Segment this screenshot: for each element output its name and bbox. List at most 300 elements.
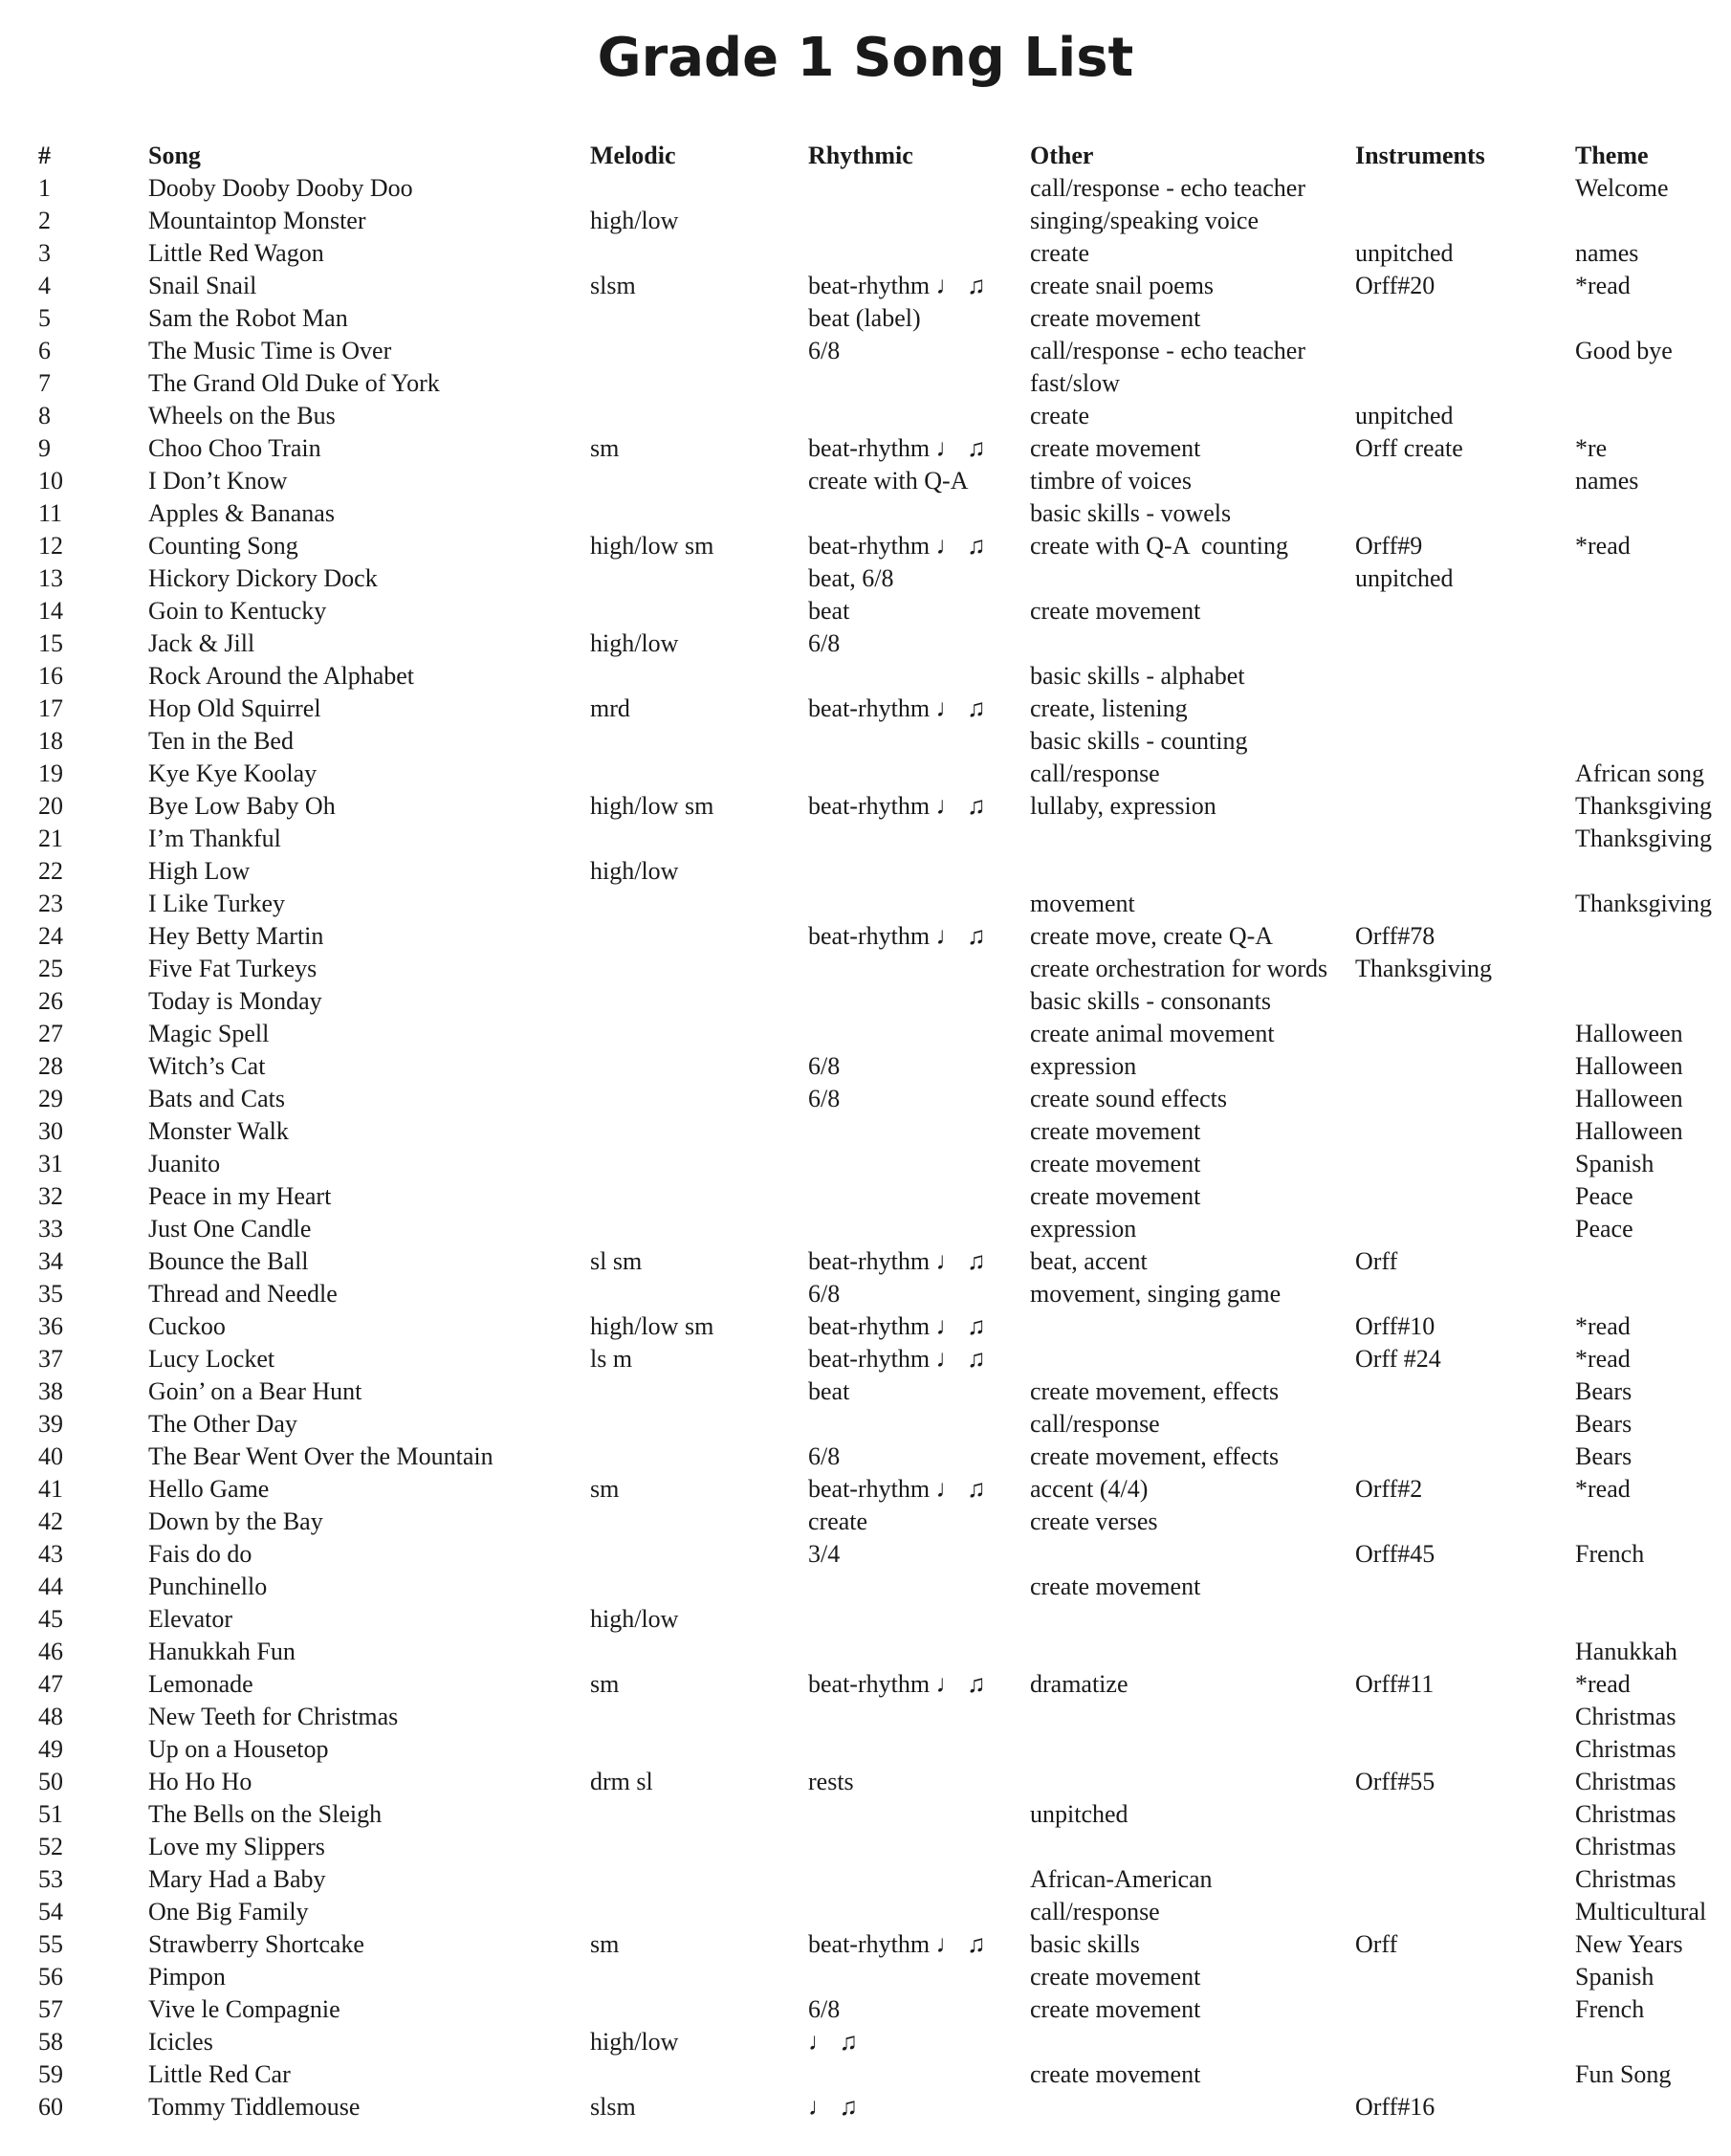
song-number-cell: 19 [38, 759, 63, 787]
theme-cell: Halloween [1575, 1117, 1683, 1145]
table-row [38, 627, 1731, 660]
theme-cell: Thanksgiving [1575, 890, 1712, 917]
rhythmic-cell: create [808, 1507, 868, 1535]
instruments-cell: Orff create [1355, 434, 1463, 462]
song-number-cell: 2 [38, 207, 51, 234]
other-cell: create movement, effects [1030, 1377, 1280, 1405]
other-cell: create, listening [1030, 694, 1188, 722]
rhythmic-cell: 6/8 [808, 1280, 841, 1308]
theme-cell: Halloween [1575, 1085, 1683, 1112]
theme-cell: *read [1575, 1345, 1631, 1373]
song-number-cell: 7 [38, 369, 51, 397]
song-title-cell: Mary Had a Baby [148, 1865, 326, 1893]
rhythmic-cell: beat-rhythm ♩ ♫ [808, 792, 986, 820]
theme-cell: New Years [1575, 1930, 1683, 1958]
theme-cell: Welcome [1575, 174, 1669, 202]
other-cell: expression [1030, 1215, 1137, 1243]
melodic-cell: mrd [590, 694, 630, 722]
table-row [38, 1863, 1731, 1896]
theme-cell: Peace [1575, 1215, 1633, 1243]
table-row [38, 1831, 1731, 1863]
theme-cell: Spanish [1575, 1150, 1654, 1177]
theme-cell: African song [1575, 759, 1705, 787]
rhythmic-cell: beat-rhythm ♩ ♫ [808, 532, 986, 560]
table-row [38, 758, 1731, 790]
song-number-cell: 38 [38, 1377, 63, 1405]
song-number-cell: 17 [38, 694, 63, 722]
song-title-cell: Rock Around the Alphabet [148, 662, 415, 690]
song-title-cell: Bye Low Baby Oh [148, 792, 336, 820]
other-cell: expression [1030, 1052, 1137, 1080]
melodic-cell: high/low sm [590, 1312, 714, 1340]
other-cell: unpitched [1030, 1800, 1128, 1828]
table-row [38, 1115, 1731, 1148]
melodic-cell: drm sl [590, 1768, 653, 1795]
rhythmic-cell: beat-rhythm ♩ ♫ [808, 272, 986, 299]
rhythmic-cell: beat (label) [808, 304, 921, 332]
theme-cell: Spanish [1575, 1963, 1654, 1991]
song-number-cell: 53 [38, 1865, 63, 1893]
other-cell: call/response - echo teacher [1030, 337, 1306, 364]
theme-cell: *read [1575, 532, 1631, 560]
song-title-cell: One Big Family [148, 1898, 309, 1925]
song-title-cell: Monster Walk [148, 1117, 289, 1145]
other-cell: basic skills - vowels [1030, 499, 1232, 527]
table-row [38, 497, 1731, 530]
rhythmic-cell: 6/8 [808, 1442, 841, 1470]
song-title-cell: Dooby Dooby Dooby Doo [148, 174, 413, 202]
column-header-song: Song [148, 142, 201, 169]
table-row [38, 2058, 1731, 2091]
instruments-cell: Orff#2 [1355, 1475, 1423, 1503]
song-number-cell: 25 [38, 955, 63, 982]
song-title-cell: Fais do do [148, 1540, 252, 1568]
song-number-cell: 18 [38, 727, 63, 755]
table-row [38, 595, 1731, 627]
table-row [38, 1538, 1731, 1571]
song-number-cell: 20 [38, 792, 63, 820]
table-row [38, 1506, 1731, 1538]
song-number-cell: 10 [38, 467, 63, 495]
instruments-cell: unpitched [1355, 564, 1454, 592]
rhythmic-cell: ♩ ♫ [808, 2093, 858, 2121]
other-cell: create verses [1030, 1507, 1158, 1535]
rhythmic-cell: beat-rhythm ♩ ♫ [808, 1670, 986, 1698]
song-number-cell: 43 [38, 1540, 63, 1568]
other-cell: create movement [1030, 304, 1201, 332]
table-row [38, 2026, 1731, 2058]
table-row [38, 335, 1731, 367]
rhythmic-cell: beat, 6/8 [808, 564, 894, 592]
table-row [38, 1798, 1731, 1831]
table-row [38, 1603, 1731, 1636]
table-row [38, 1733, 1731, 1766]
song-title-cell: The Grand Old Duke of York [148, 369, 440, 397]
song-title-cell: The Bells on the Sleigh [148, 1800, 383, 1828]
song-title-cell: Goin’ on a Bear Hunt [148, 1377, 362, 1405]
song-title-cell: Hello Game [148, 1475, 270, 1503]
other-cell: create with Q-A counting [1030, 532, 1289, 560]
other-cell: create movement [1030, 434, 1201, 462]
table-row [38, 302, 1731, 335]
table-row [38, 725, 1731, 758]
table-row [38, 920, 1731, 953]
table-row [38, 1766, 1731, 1798]
theme-cell: Halloween [1575, 1052, 1683, 1080]
table-row [38, 823, 1731, 855]
theme-cell: *read [1575, 272, 1631, 299]
song-number-cell: 1 [38, 174, 51, 202]
song-number-cell: 37 [38, 1345, 63, 1373]
rhythmic-cell: 3/4 [808, 1540, 841, 1568]
table-row [38, 1050, 1731, 1083]
song-number-cell: 23 [38, 890, 63, 917]
other-cell: create movement [1030, 1995, 1201, 2023]
other-cell: create orchestration for words [1030, 955, 1328, 982]
song-number-cell: 29 [38, 1085, 63, 1112]
song-number-cell: 49 [38, 1735, 63, 1763]
song-number-cell: 8 [38, 402, 51, 429]
rhythmic-cell: beat [808, 1377, 850, 1405]
rhythmic-cell: rests [808, 1768, 854, 1795]
table-row [38, 1018, 1731, 1050]
rhythmic-cell: beat-rhythm ♩ ♫ [808, 1312, 986, 1340]
melodic-cell: high/low [590, 629, 679, 657]
other-cell: call/response [1030, 759, 1160, 787]
rhythmic-cell: beat-rhythm ♩ ♫ [808, 1345, 986, 1373]
table-row [38, 1636, 1731, 1668]
theme-cell: Christmas [1575, 1768, 1676, 1795]
other-cell: create movement [1030, 1117, 1201, 1145]
song-title-cell: Juanito [148, 1150, 221, 1177]
other-cell: fast/slow [1030, 369, 1120, 397]
other-cell: create movement [1030, 1182, 1201, 1210]
song-title-cell: Cuckoo [148, 1312, 226, 1340]
table-row [38, 400, 1731, 432]
song-title-cell: Choo Choo Train [148, 434, 321, 462]
theme-cell: Bears [1575, 1410, 1632, 1438]
theme-cell: *re [1575, 434, 1608, 462]
song-title-cell: Bats and Cats [148, 1085, 285, 1112]
rhythmic-cell: beat-rhythm ♩ ♫ [808, 922, 986, 950]
song-number-cell: 52 [38, 1833, 63, 1860]
song-title-cell: Lucy Locket [148, 1345, 275, 1373]
song-number-cell: 50 [38, 1768, 63, 1795]
other-cell: create movement, effects [1030, 1442, 1280, 1470]
theme-cell: Christmas [1575, 1735, 1676, 1763]
song-title-cell: Today is Monday [148, 987, 322, 1015]
theme-cell: Christmas [1575, 1833, 1676, 1860]
melodic-cell: sm [590, 1670, 620, 1698]
song-number-cell: 3 [38, 239, 51, 267]
other-cell: call/response - echo teacher [1030, 174, 1306, 202]
song-title-cell: Up on a Housetop [148, 1735, 329, 1763]
song-title-cell: The Music Time is Over [148, 337, 392, 364]
other-cell: movement, singing game [1030, 1280, 1282, 1308]
instruments-cell: Orff#9 [1355, 532, 1423, 560]
table-row [38, 237, 1731, 270]
song-title-cell: Icicles [148, 2028, 213, 2056]
song-title-cell: I Don’t Know [148, 467, 288, 495]
other-cell: create movement [1030, 2060, 1201, 2088]
melodic-cell: sm [590, 434, 620, 462]
song-number-cell: 58 [38, 2028, 63, 2056]
other-cell: create move, create Q-A [1030, 922, 1274, 950]
table-row [38, 855, 1731, 888]
song-title-cell: Elevator [148, 1605, 233, 1633]
song-title-cell: The Bear Went Over the Mountain [148, 1442, 493, 1470]
song-number-cell: 40 [38, 1442, 63, 1470]
song-title-cell: Little Red Car [148, 2060, 291, 2088]
other-cell: create snail poems [1030, 272, 1215, 299]
song-number-cell: 32 [38, 1182, 63, 1210]
table-row [38, 1408, 1731, 1441]
melodic-cell: sm [590, 1930, 620, 1958]
rhythmic-cell: beat-rhythm ♩ ♫ [808, 694, 986, 722]
melodic-cell: sl sm [590, 1247, 643, 1275]
song-title-cell: I’m Thankful [148, 825, 281, 852]
table-row [38, 1571, 1731, 1603]
song-title-cell: New Teeth for Christmas [148, 1703, 399, 1730]
song-title-cell: Hanukkah Fun [148, 1638, 296, 1665]
table-row [38, 953, 1731, 985]
column-header-rhythmic: Rhythmic [808, 142, 913, 169]
song-number-cell: 31 [38, 1150, 63, 1177]
song-title-cell: Punchinello [148, 1573, 268, 1600]
theme-cell: Halloween [1575, 1020, 1683, 1047]
instruments-cell: Orff [1355, 1930, 1398, 1958]
other-cell: singing/speaking voice [1030, 207, 1260, 234]
song-number-cell: 24 [38, 922, 63, 950]
song-number-cell: 28 [38, 1052, 63, 1080]
theme-cell: Multicultural [1575, 1898, 1707, 1925]
song-number-cell: 27 [38, 1020, 63, 1047]
table-row [38, 1343, 1731, 1375]
song-title-cell: Kye Kye Koolay [148, 759, 318, 787]
song-number-cell: 30 [38, 1117, 63, 1145]
rhythmic-cell: 6/8 [808, 1085, 841, 1112]
melodic-cell: high/low sm [590, 792, 714, 820]
song-title-cell: Five Fat Turkeys [148, 955, 318, 982]
song-title-cell: Wheels on the Bus [148, 402, 336, 429]
song-number-cell: 59 [38, 2060, 63, 2088]
theme-cell: Bears [1575, 1377, 1632, 1405]
song-title-cell: Tommy Tiddlemouse [148, 2093, 361, 2121]
table-row [38, 693, 1731, 725]
theme-cell: names [1575, 467, 1639, 495]
other-cell: create movement [1030, 1150, 1201, 1177]
song-number-cell: 14 [38, 597, 63, 625]
other-cell: basic skills [1030, 1930, 1140, 1958]
other-cell: accent (4/4) [1030, 1475, 1149, 1503]
song-title-cell: Thread and Needle [148, 1280, 338, 1308]
table-row [38, 1148, 1731, 1180]
song-title-cell: Goin to Kentucky [148, 597, 327, 625]
other-cell: create sound effects [1030, 1085, 1227, 1112]
table-row [38, 1180, 1731, 1213]
song-number-cell: 22 [38, 857, 63, 885]
theme-cell: French [1575, 1995, 1645, 2023]
song-title-cell: Witch’s Cat [148, 1052, 266, 1080]
column-header-melodic: Melodic [590, 142, 676, 169]
song-number-cell: 48 [38, 1703, 63, 1730]
song-title-cell: I Like Turkey [148, 890, 285, 917]
theme-cell: Bears [1575, 1442, 1632, 1470]
table-row [38, 1993, 1731, 2026]
table-row [38, 1896, 1731, 1928]
song-number-cell: 5 [38, 304, 51, 332]
table-row [38, 1310, 1731, 1343]
song-number-cell: 60 [38, 2093, 63, 2121]
table-row [38, 1961, 1731, 1993]
other-cell: lullaby, expression [1030, 792, 1216, 820]
song-number-cell: 36 [38, 1312, 63, 1340]
other-cell: timbre of voices [1030, 467, 1192, 495]
rhythmic-cell: ♩ ♫ [808, 2028, 858, 2056]
theme-cell: Hanukkah [1575, 1638, 1677, 1665]
column-header-number: # [38, 142, 51, 169]
song-title-cell: Down by the Bay [148, 1507, 323, 1535]
theme-cell: Peace [1575, 1182, 1633, 1210]
song-title-cell: Lemonade [148, 1670, 253, 1698]
melodic-cell: high/low [590, 1605, 679, 1633]
other-cell: beat, accent [1030, 1247, 1148, 1275]
melodic-cell: high/low [590, 2028, 679, 2056]
theme-cell: Christmas [1575, 1800, 1676, 1828]
other-cell: create movement [1030, 597, 1201, 625]
instruments-cell: Orff#45 [1355, 1540, 1435, 1568]
song-title-cell: Hickory Dickory Dock [148, 564, 378, 592]
song-number-cell: 51 [38, 1800, 63, 1828]
other-cell: call/response [1030, 1410, 1160, 1438]
other-cell: create animal movement [1030, 1020, 1275, 1047]
song-number-cell: 21 [38, 825, 63, 852]
melodic-cell: high/low [590, 857, 679, 885]
table-row [38, 367, 1731, 400]
theme-cell: French [1575, 1540, 1645, 1568]
instruments-cell: Orff [1355, 1247, 1398, 1275]
theme-cell: *read [1575, 1475, 1631, 1503]
song-number-cell: 6 [38, 337, 51, 364]
song-number-cell: 35 [38, 1280, 63, 1308]
theme-cell: Thanksgiving [1575, 825, 1712, 852]
instruments-cell: Orff#11 [1355, 1670, 1435, 1698]
melodic-cell: ls m [590, 1345, 633, 1373]
song-title-cell: High Low [148, 857, 251, 885]
table-row [38, 1701, 1731, 1733]
table-row [38, 888, 1731, 920]
song-title-cell: Ten in the Bed [148, 727, 294, 755]
song-number-cell: 45 [38, 1605, 63, 1633]
instruments-cell: unpitched [1355, 239, 1454, 267]
other-cell: create [1030, 239, 1090, 267]
table-row [38, 985, 1731, 1018]
table-row [38, 790, 1731, 823]
rhythmic-cell: beat-rhythm ♩ ♫ [808, 434, 986, 462]
song-title-cell: Love my Slippers [148, 1833, 325, 1860]
song-number-cell: 13 [38, 564, 63, 592]
song-number-cell: 11 [38, 499, 63, 527]
page-title: Grade 1 Song List [597, 27, 1134, 89]
instruments-cell: unpitched [1355, 402, 1454, 429]
instruments-cell: Orff#10 [1355, 1312, 1435, 1340]
song-title-cell: Pimpon [148, 1963, 226, 1991]
column-header-instruments: Instruments [1355, 142, 1485, 169]
theme-cell: Good bye [1575, 337, 1673, 364]
song-title-cell: Snail Snail [148, 272, 257, 299]
instruments-cell: Orff#16 [1355, 2093, 1435, 2121]
song-title-cell: Counting Song [148, 532, 298, 560]
other-cell: create [1030, 402, 1090, 429]
song-title-cell: Just One Candle [148, 1215, 312, 1243]
song-title-cell: Hey Betty Martin [148, 922, 324, 950]
other-cell: dramatize [1030, 1670, 1128, 1698]
rhythmic-cell: 6/8 [808, 1052, 841, 1080]
table-row [38, 530, 1731, 562]
other-cell: basic skills - counting [1030, 727, 1248, 755]
table-row [38, 1928, 1731, 1961]
instruments-cell: Orff#78 [1355, 922, 1435, 950]
song-number-cell: 44 [38, 1573, 63, 1600]
song-number-cell: 26 [38, 987, 63, 1015]
song-number-cell: 15 [38, 629, 63, 657]
other-cell: call/response [1030, 1898, 1160, 1925]
table-header-row [38, 140, 1731, 172]
table-row [38, 1668, 1731, 1701]
song-title-cell: Magic Spell [148, 1020, 270, 1047]
melodic-cell: slsm [590, 2093, 636, 2121]
rhythmic-cell: 6/8 [808, 337, 841, 364]
song-number-cell: 55 [38, 1930, 63, 1958]
song-title-cell: Apples & Bananas [148, 499, 335, 527]
song-number-cell: 46 [38, 1638, 63, 1665]
table-row [38, 172, 1731, 205]
song-number-cell: 4 [38, 272, 51, 299]
song-title-cell: Strawberry Shortcake [148, 1930, 364, 1958]
song-number-cell: 56 [38, 1963, 63, 1991]
table-row [38, 660, 1731, 693]
song-title-cell: The Other Day [148, 1410, 297, 1438]
table-row [38, 562, 1731, 595]
song-number-cell: 41 [38, 1475, 63, 1503]
song-table [38, 140, 1731, 2123]
song-number-cell: 33 [38, 1215, 63, 1243]
melodic-cell: sm [590, 1475, 620, 1503]
table-row [38, 1245, 1731, 1278]
table-row [38, 465, 1731, 497]
rhythmic-cell: beat-rhythm ♩ ♫ [808, 1930, 986, 1958]
song-number-cell: 57 [38, 1995, 63, 2023]
song-title-cell: Jack & Jill [148, 629, 255, 657]
instruments-cell: Orff#20 [1355, 272, 1435, 299]
theme-cell: *read [1575, 1312, 1631, 1340]
column-header-other: Other [1030, 142, 1094, 169]
other-cell: basic skills - consonants [1030, 987, 1272, 1015]
song-title-cell: Vive le Compagnie [148, 1995, 340, 2023]
table-row [38, 1473, 1731, 1506]
song-title-cell: Peace in my Heart [148, 1182, 332, 1210]
theme-cell: Thanksgiving [1575, 792, 1712, 820]
theme-cell: Christmas [1575, 1703, 1676, 1730]
other-cell: movement [1030, 890, 1135, 917]
melodic-cell: high/low [590, 207, 679, 234]
theme-cell: Fun Song [1575, 2060, 1672, 2088]
rhythmic-cell: beat-rhythm ♩ ♫ [808, 1475, 986, 1503]
other-cell: create movement [1030, 1573, 1201, 1600]
song-number-cell: 34 [38, 1247, 63, 1275]
table-row [38, 270, 1731, 302]
rhythmic-cell: 6/8 [808, 629, 841, 657]
